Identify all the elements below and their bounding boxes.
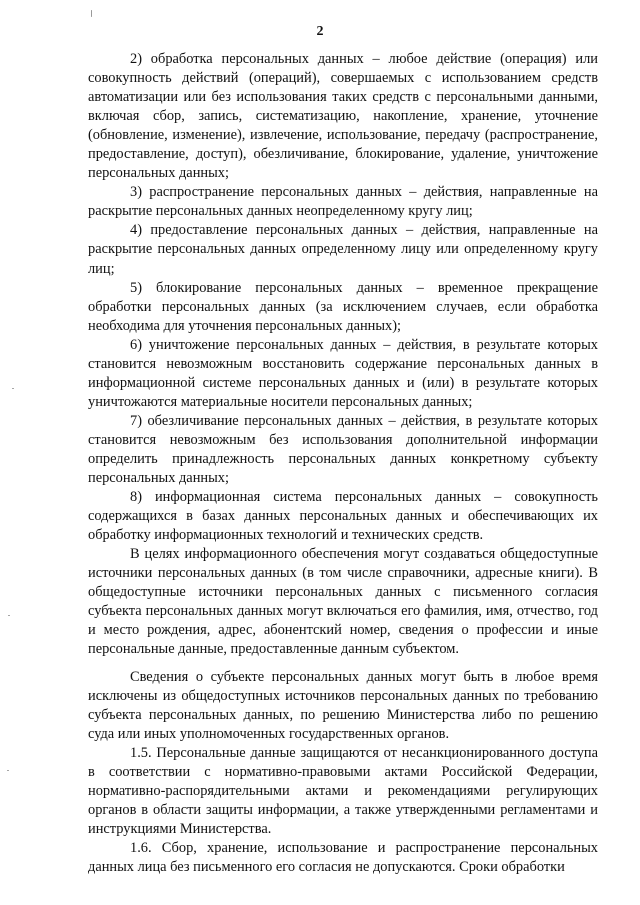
exclusion-paragraph: Сведения о субъекте персональных данных могут быть в любое время исключены из общедоступных источников персональных данных по требованию субъекта персональных данных, по решению Министерства либо по решению суда или иных уполномоченных государственных органов.: [88, 668, 598, 742]
definition-provision: 4) предоставление персональных данных – действия, направленные на раскрытие персональных данных определенному лицу или определенному кругу лиц;: [88, 222, 598, 277]
scan-speck: [8, 615, 10, 616]
definition-blocking: 5) блокирование персональных данных – временное прекращение обработки персональных данных (за исключением случаев, если обработка необходима для уточнения персональных данных);: [88, 279, 598, 334]
definition-depersonalization: 7) обезличивание персональных данных – действия, в результате которых становится невозможным без использования дополнительной информации определить принадлежность персональных данных конкретному субъекту персональных данных;: [88, 412, 598, 487]
public-sources-paragraph: В целях информационного обеспечения могут создаваться общедоступные источники персональных данных (в том числе справочники, адресные книги). В общедоступные источники персональных данных с письменного согласия субъекта персональных данных могут включаться его фамилия, имя, отчество, год и место рождения, адрес, абонентский номер, сведения о профессии и иные персональные данные, предоставленные данным субъектом.: [88, 546, 598, 658]
definition-processing: 2) обработка персональных данных – любое действие (операция) или совокупность действий (операций), совершаемых с использованием средств автоматизации или без использования таких средств с персональными данными, включая сбор, запись, систематизацию, накопление, хранение, уточнение (обновление, изменение), извлечение, использование, передачу (распространение, предоставление, доступ), обезличивание, блокирование, удаление, уничтожение персональных данных;: [88, 51, 598, 182]
scan-speck: [12, 388, 14, 389]
definition-destruction: 6) уничтожение персональных данных – действия, в результате которых становится невозможным восстановить содержание персональных данных в информационной системе персональных данных и (или) в результате которых уничтожаются материальные носители персональных данных;: [88, 336, 598, 410]
section-1-6: 1.6. Сбор, хранение, использование и распространение персональных данных лица без письменного его согласия не допускаются. Сроки обработки: [88, 839, 598, 875]
definition-information-system: 8) информационная система персональных данных – совокупность содержащихся в базах данных персональных данных и обеспечивающих их обработку информационных технологий и технических средств.: [88, 489, 598, 544]
page-number: 2: [316, 24, 324, 39]
section-1-5: 1.5. Персональные данные защищаются от несанкционированного доступа в соответствии с нормативно-правовыми актами Российской Федерации, нормативно-распорядительными актами и рекомендациями регулирующих органов в области защиты информации, а также утвержденными регламентами и инструкциями Министерства.: [88, 744, 598, 837]
definition-distribution: 3) распространение персональных данных – действия, направленные на раскрытие персональных данных неопределенному кругу лиц;: [88, 184, 598, 220]
document-body: [88, 50, 598, 877]
scan-speck: [7, 770, 9, 771]
scan-speck: [91, 10, 92, 17]
